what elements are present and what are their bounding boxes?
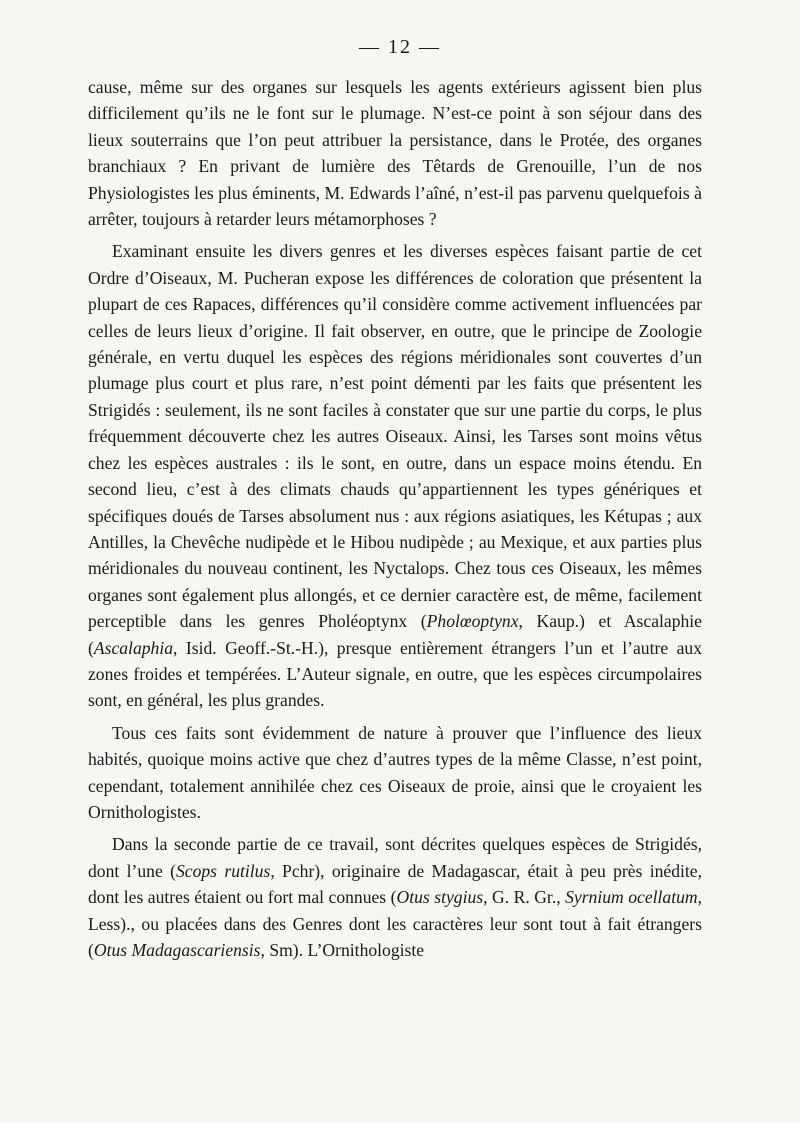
paragraph-4 xyxy=(88,831,702,963)
body-text xyxy=(88,74,702,969)
paragraph-3 xyxy=(88,720,702,826)
italic-taxon-name: Pholœoptynx xyxy=(426,611,519,632)
paragraph-2 xyxy=(88,238,702,713)
text-run: Examinant ensuite les divers genres et les diverses espèces faisant partie de cet Ordre d’Oiseaux, M. Pucheran expose les différences de coloration que présentent la plupart de ces Rapaces, différences qu’il considère comme activement influencées par celles de leurs lieux d’origine. Il fait observer, en outre, que le principe de Zoologie générale, en vertu duquel les espèces des régions méridionales sont couvertes d’un plumage plus court et plus rare, n’est point démenti par les faits que présentent les Strigidés : seulement, ils ne sont faciles à constater que sur une partie du corps, le plus fréquemment découverte chez les autres Oiseaux. Ainsi, les Tarses sont moins vêtus chez les espèces australes : ils le sont, en outre, dans un espace moins étendu. En second lieu, c’est à des climats chauds qu’appartiennent les types génériques et spécifiques doués de Tarses absolument nus : aux régions asiatiques, les Kétupas ; aux Antilles, la Chevêche nudipède et le Hibou nudipède ; au Mexique, et aux parties plus méridionales du nouveau continent, les Nyctalops. Chez tous ces Oiseaux, les mêmes organes sont également plus allongés, et ce dernier caractère est, de même, facilement perceptible dans les genres Pholéoptynx ( xyxy=(88,241,702,632)
italic-taxon-name: Ascalaphia xyxy=(93,637,174,658)
page-number: — 12 — xyxy=(359,36,441,58)
italic-taxon-name: Otus stygius xyxy=(396,887,484,908)
text-run: , Less)., ou placées dans des Genres dont les caractères leur sont tout à fait étrangers ( xyxy=(88,887,703,960)
italic-taxon-name: Scops rutilus xyxy=(175,860,271,881)
text-run: Tous ces faits sont évidemment de nature à prouver que l’influence des lieux habités, quoique moins active que chez d’autres types de la même Classe, n’est point, cependant, totalement annihilée chez ces Oiseaux de proie, ainsi que le croyaient les Ornithologistes. xyxy=(88,722,702,822)
text-run: , Kaup.) et Ascalaphie ( xyxy=(88,611,702,658)
text-run: Dans la seconde partie de ce travail, sont décrites quelques espèces de Strigidés, dont l’une ( xyxy=(88,834,702,881)
italic-taxon-name: Otus Madagascariensis xyxy=(93,940,261,960)
paragraph-1 xyxy=(88,74,702,232)
text-run: , Sm). L’Ornithologiste xyxy=(260,940,425,960)
italic-taxon-name: Syrnium ocellatum xyxy=(565,887,698,908)
text-run: , Pchr), originaire de Madagascar, était à peu près inédite, dont les autres étaient ou fort mal connues ( xyxy=(88,860,702,908)
text-run: , Isid. Geoff.-St.-H.), presque entièrement étrangers l’un et l’autre aux zones froides et tempérées. L’Auteur signale, en outre, que les espèces circumpolaires sont, en général, les plus grandes. xyxy=(88,637,702,711)
text-run: , G. R. Gr., xyxy=(483,887,566,908)
text-run: cause, même sur des organes sur lesquels les agents extérieurs agissent bien plus difficilement qu’ils ne le font sur le plumage. N’est-ce point à son séjour dans des lieux souterrains que l’on peut attribuer la persistance, dans le Protée, des organes branchiaux ? En privant de lumière des Têtards de Grenouille, l’un de nos Physiologistes les plus éminents, M. Edwards l’aîné, n’est-il pas parvenu quelquefois à arrêter, toujours à retarder leurs métamorphoses ? xyxy=(88,77,702,230)
